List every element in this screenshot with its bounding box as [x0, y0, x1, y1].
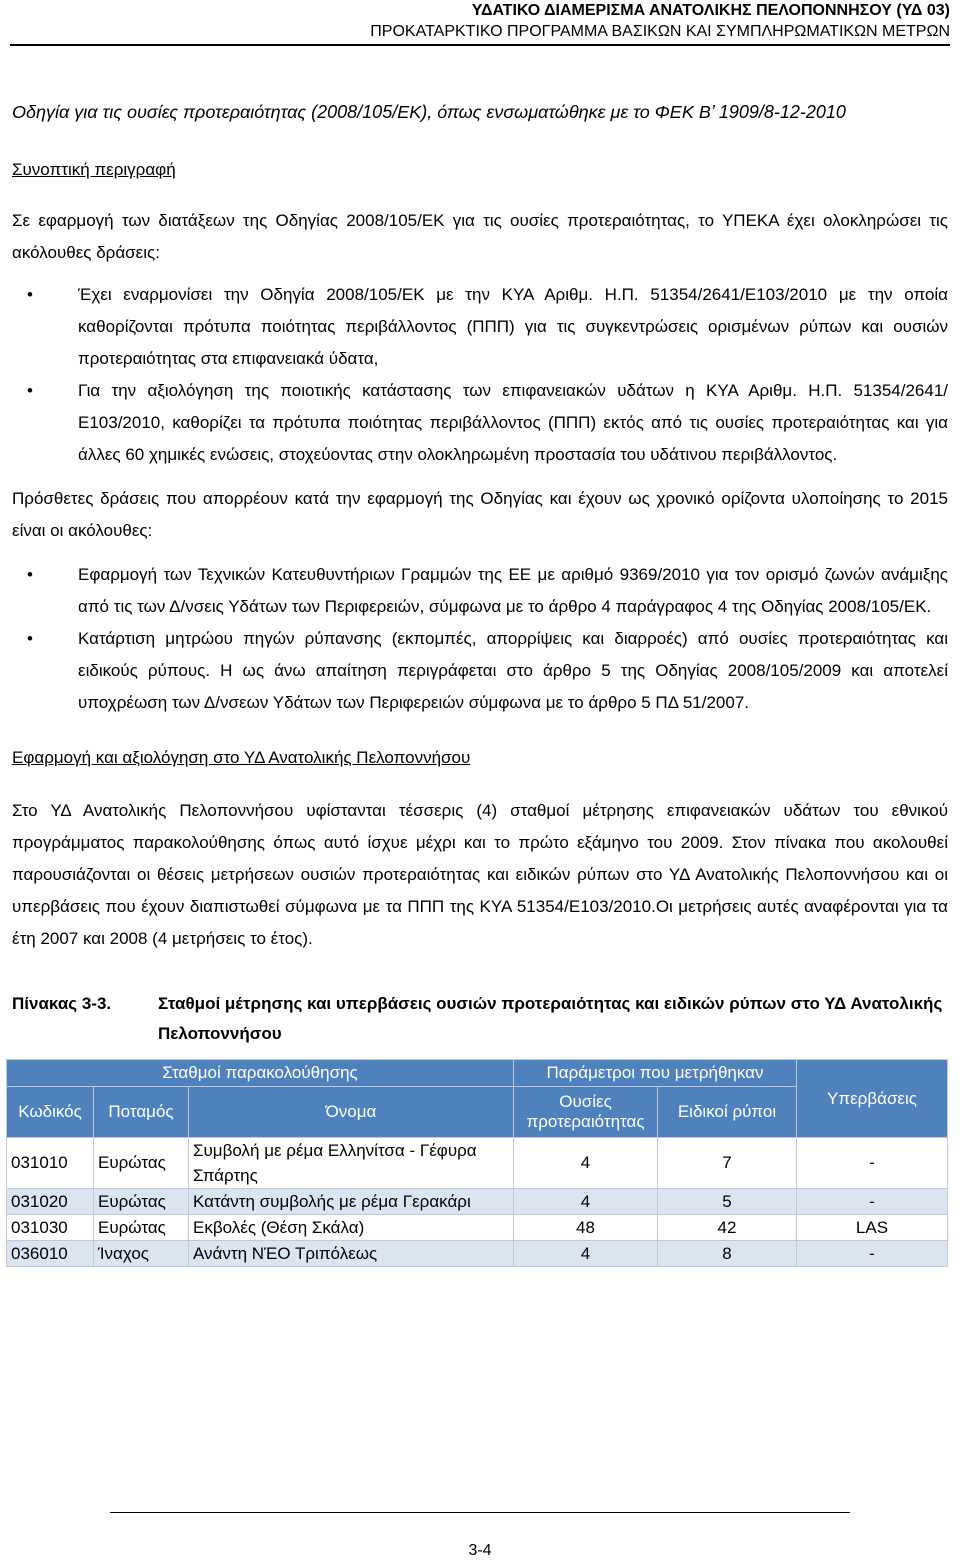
header-code: Κωδικός	[7, 1087, 94, 1138]
table-row: 031030 Ευρώτας Εκβολές (Θέση Σκάλα) 48 42 LAS	[7, 1215, 948, 1241]
header-divider	[10, 44, 950, 46]
additional-list	[12, 559, 948, 719]
list-item: • Έχει εναρμονίσει την Οδηγία 2008/105/ΕΚ με την ΚΥΑ Αριθμ. Η.Π. 51354/2641/Ε103/2010 με την οποία καθορίζονται πρότυπα ποιότητας περιβάλλοντος (ΠΠΠ) για τις συγκεντρώσεις ορισμένων ρύπων και ουσιών προτεραιότητας στα επιφανειακά ύδατα,	[12, 279, 948, 375]
header-name: Όνομα	[189, 1087, 514, 1138]
header-group-stations: Σταθμοί παρακολούθησης	[7, 1060, 514, 1087]
summary-heading: Συνοπτική περιγραφή	[12, 160, 176, 179]
header-specific: Ειδικοί ρύποι	[658, 1087, 797, 1138]
bullet-icon: •	[27, 629, 33, 648]
application-paragraph: Στο ΥΔ Ανατολικής Πελοποννήσου υφίστανται τέσσερις (4) σταθμοί μέτρησης επιφανειακών υδάτων του εθνικού προγράμματος παρακολούθησης όπως αυτό ίσχυε μέχρι και το πρώτο εξάμηνο του 2009. Στον πίνακα που ακολουθεί παρουσιάζονται οι θέσεις μετρήσεων ουσιών προτεραιότητας και ειδικών ρύπων στο ΥΔ Ανατολικής Πελοποννήσου και οι υπερβάσεις που έχουν διαπιστωθεί σύμφωνα με τα ΠΠΠ της ΚΥΑ 51354/Ε103/2010.Οι μετρήσεις αυτές αναφέρονται για τα έτη 2007 και 2008 (4 μετρήσεις το έτος).	[12, 801, 948, 948]
table-caption	[12, 989, 948, 1049]
page-number: 3-4	[468, 1542, 492, 1559]
document-title: Οδηγία για τις ουσίες προτεραιότητας (2008/105/ΕΚ), όπως ενσωματώθηκε με το ΦΕΚ Β’ 1909/8-12-2010	[12, 102, 846, 122]
bullet-icon: •	[27, 285, 33, 304]
actions-list	[12, 279, 948, 471]
header-exceedances: Υπερβάσεις	[797, 1060, 948, 1138]
list-item: • Για την αξιολόγηση της ποιοτικής κατάστασης των επιφανειακών υδάτων η ΚΥΑ Αριθμ. Η.Π. 51354/2641/Ε103/2010, καθορίζει τα πρότυπα ποιότητας περιβάλλοντος (ΠΠΠ) εκτός από τις ουσίες προτεραιότητας και για άλλες 60 χημικές ενώσεις, στοχεύοντας στην ολοκληρωμένη προστασία του υδάτινου περιβάλλοντος.	[12, 375, 948, 471]
header-line-2: ΠΡΟΚΑΤΑΡΚΤΙΚΟ ΠΡΟΓΡΑΜΜΑ ΒΑΣΙΚΩΝ ΚΑΙ ΣΥΜΠΛΗΡΩΜΑΤΙΚΩΝ ΜΕΤΡΩΝ	[370, 23, 950, 40]
bullet-icon: •	[27, 381, 33, 400]
list-item: • Εφαρμογή των Τεχνικών Κατευθυντήριων Γραμμών της ΕΕ με αριθμό 9369/2010 για τον ορισμό ζωνών ανάμιξης από τις των Δ/νσεις Υδάτων των Περιφερειών, σύμφωνα με το άρθρο 4 παράγραφος 4 της Οδηγίας 2008/105/ΕΚ.	[12, 559, 948, 623]
additional-paragraph: Πρόσθετες δράσεις που απορρέουν κατά την εφαρμογή της Οδηγίας και έχουν ως χρονικό ορίζοντα υλοποίησης το 2015 είναι οι ακόλουθες:	[12, 489, 948, 540]
table-number: Πίνακας 3-3.	[12, 994, 112, 1013]
header-group-parameters: Παράμετροι που μετρήθηκαν	[514, 1060, 797, 1087]
table-row: 031010 Ευρώτας Συμβολή με ρέμα Ελληνίτσα - Γέφυρα Σπάρτης 4 7 -	[7, 1138, 948, 1189]
table-caption-text: Σταθμοί μέτρησης και υπερβάσεις ουσιών προτεραιότητας και ειδικών ρύπων στο ΥΔ Ανατολικής Πελοποννήσου	[158, 994, 943, 1043]
header-river: Ποταμός	[94, 1087, 189, 1138]
header-priority: Ουσίες προτεραιότητας	[514, 1087, 658, 1138]
footer-divider	[110, 1512, 850, 1513]
list-item: • Κατάρτιση μητρώου πηγών ρύπανσης (εκπομπές, απορρίψεις και διαρροές) από ουσίες προτεραιότητας και ειδικούς ρύπους. Η ως άνω απαίτηση περιγράφεται στο άρθρο 5 της Οδηγίας 2008/105/2009 και αποτελεί υποχρέωση των Δ/νσεων Υδάτων των Περιφερειών σύμφωνα με το άρθρο 5 ΠΔ 51/2007.	[12, 623, 948, 719]
bullet-icon: •	[27, 565, 33, 584]
stations-table	[6, 1059, 948, 1267]
document-body	[12, 95, 948, 1267]
header-line-1: ΥΔΑΤΙΚΟ ΔΙΑΜΕΡΙΣΜΑ ΑΝΑΤΟΛΙΚΗΣ ΠΕΛΟΠΟΝΝΗΣΟΥ (ΥΔ 03)	[471, 2, 950, 19]
application-heading: Εφαρμογή και αξιολόγηση στο ΥΔ Ανατολικής Πελοποννήσου	[12, 748, 471, 767]
table-row: 036010 Ίναχος Ανάντη ΝΈΟ Τριπόλεως 4 8 -	[7, 1241, 948, 1267]
page-header	[10, 0, 950, 42]
intro-paragraph: Σε εφαρμογή των διατάξεων της Οδηγίας 2008/105/ΕΚ για τις ουσίες προτεραιότητας, το ΥΠΕΚΑ έχει ολοκληρώσει τις ακόλουθες δράσεις:	[12, 211, 948, 262]
table-row: 031020 Ευρώτας Κατάντη συμβολής με ρέμα Γερακάρι 4 5 -	[7, 1189, 948, 1215]
